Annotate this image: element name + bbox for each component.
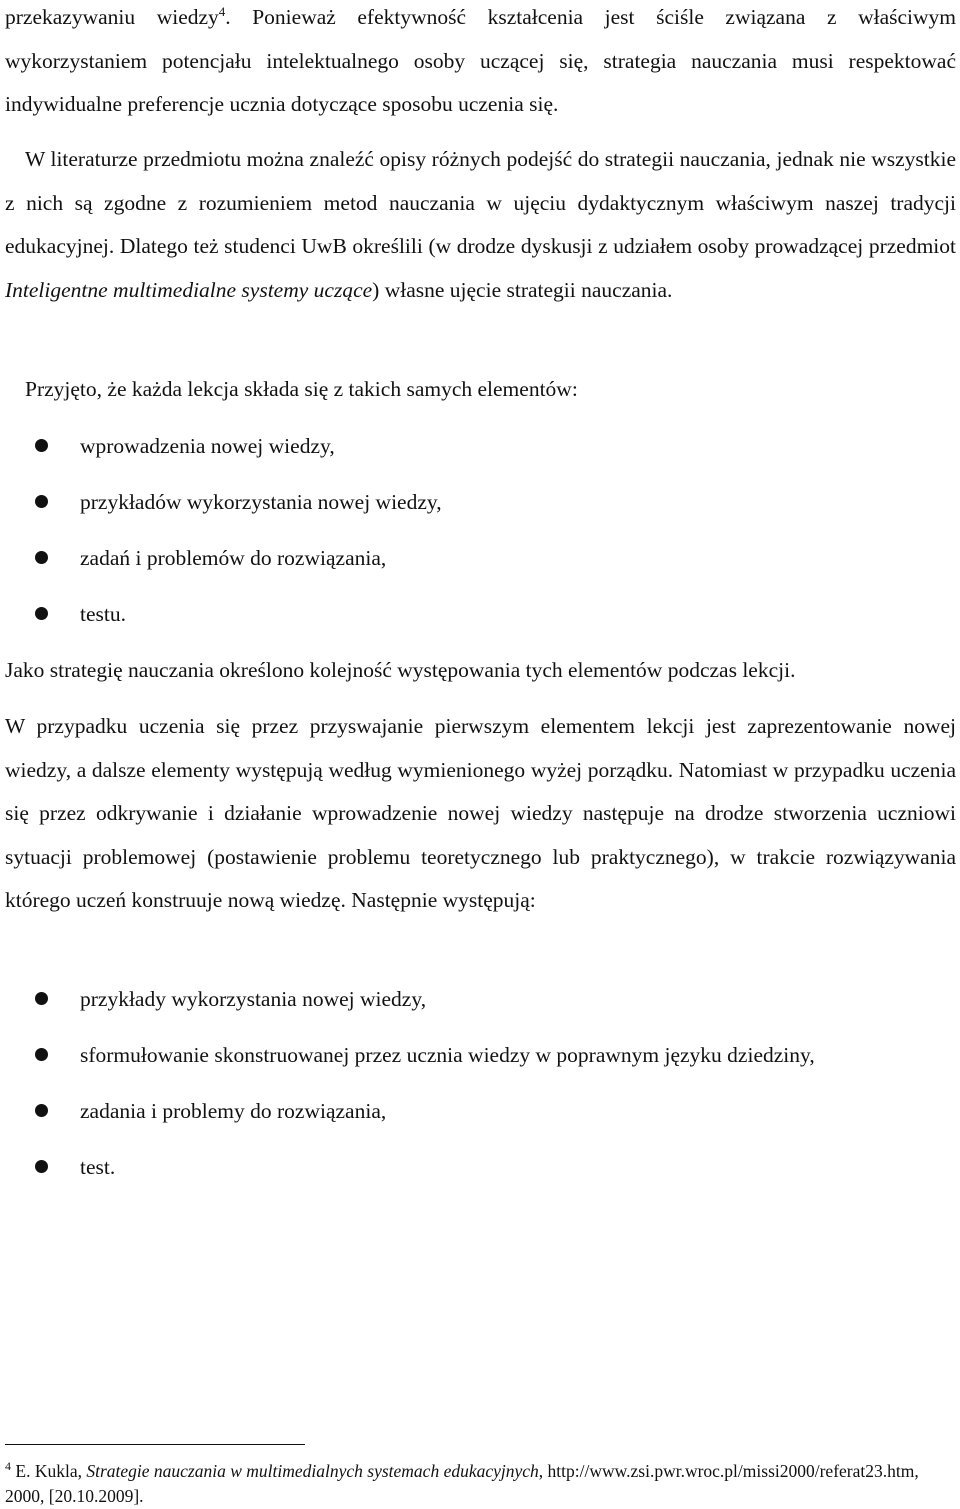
discovery-steps-list [5,977,956,1201]
list-item [5,536,956,592]
paragraph-4: Jako strategię nauczania określono kolejność występowania tych elementów podczas lekcji. [5,658,796,682]
list-item-text: zadań i problemów do rozwiązania, [80,546,387,570]
bullet-icon [35,607,48,620]
bullet-icon [35,439,48,452]
footnote-author: E. Kukla, [11,1461,87,1481]
paragraph-1-text: . Ponieważ efektywność kształcenia jest ściśle związana z właściwym wykorzystaniem potencjału intelektualnego osoby uczącej się, strategia nauczania musi respektować indywidualne preferencje ucznia dotyczące sposobu uczenia się. [5,5,956,117]
bullet-icon [35,1104,48,1117]
list-item-text: przykłady wykorzystania nowej wiedzy, [80,987,427,1011]
list-item-text: sformułowanie skonstruowanej przez ucznia wiedzy w poprawnym języku dziedziny, [80,1043,815,1067]
paragraph-1-lead: przekazywaniu wiedzy [5,5,219,29]
list-item-text: zadania i problemy do rozwiązania, [80,1099,387,1123]
list-item [5,592,956,648]
footnote-reference[interactable]: 4 [218,3,226,19]
list-item [5,480,956,536]
list-item-text: test. [80,1155,116,1179]
bullet-icon [35,495,48,508]
list-item [5,1033,956,1089]
bullet-icon [35,1160,48,1173]
paragraph-1 [5,0,956,127]
bullet-icon [35,1048,48,1061]
list-item [5,977,956,1033]
list-item [5,1089,956,1145]
list-item [5,424,956,480]
footnote-source[interactable]: , http://www.zsi.pwr.wroc.pl/missi2000/referat23.htm, 2000, [20.10.2009]. [5,1461,919,1506]
paragraph-2 [5,138,956,312]
list-item-text: testu. [80,602,126,626]
paragraph-2-text-start: W literaturze przedmiotu można znaleźć opisy różnych podejść do strategii nauczania, jednak nie wszystkie z nich są zgodne z rozumieniem metod nauczania w ujęciu dydaktycznym właściwym naszej tradycji edukacyjnej. Dlatego też studenci UwB określili (w drodze dyskusji z udziałem osoby prowadzącej przedmiot [5,147,956,259]
bullet-icon [35,992,48,1005]
list-item [5,1145,956,1201]
list-item-text: przykładów wykorzystania nowej wiedzy, [80,490,442,514]
paragraph-2-text-end: ) własne ujęcie strategii nauczania. [372,277,673,302]
footnote-separator [5,1444,305,1445]
paragraph-3: Przyjęto, że każda lekcja składa się z takich samych elementów: [25,377,578,401]
lesson-elements-list [5,424,956,648]
list-item-text: wprowadzenia nowej wiedzy, [80,434,335,458]
bullet-icon [35,551,48,564]
course-title: Inteligentne multimedialne systemy uczące [5,277,373,302]
paragraph-5: W przypadku uczenia się przez przyswajanie pierwszym elementem lekcji jest zaprezentowanie nowej wiedzy, a dalsze elementy występują według wymienionego wyżej porządku. Natomiast w przypadku uczenia się przez odkrywanie i działanie wprowadzenie nowej wiedzy następuje na drodze stworzenia uczniowi sytuacji problemowej (postawienie problemu teoretycznego lub praktycznego), w trakcie rozwiązywania którego uczeń konstruuje nową wiedzę. Następnie występują: [5,714,956,913]
footnote [5,1459,956,1509]
footnote-title: Strategie nauczania w multimedialnych systemach edukacyjnych [86,1461,539,1481]
footnote-number: 4 [5,1459,11,1474]
